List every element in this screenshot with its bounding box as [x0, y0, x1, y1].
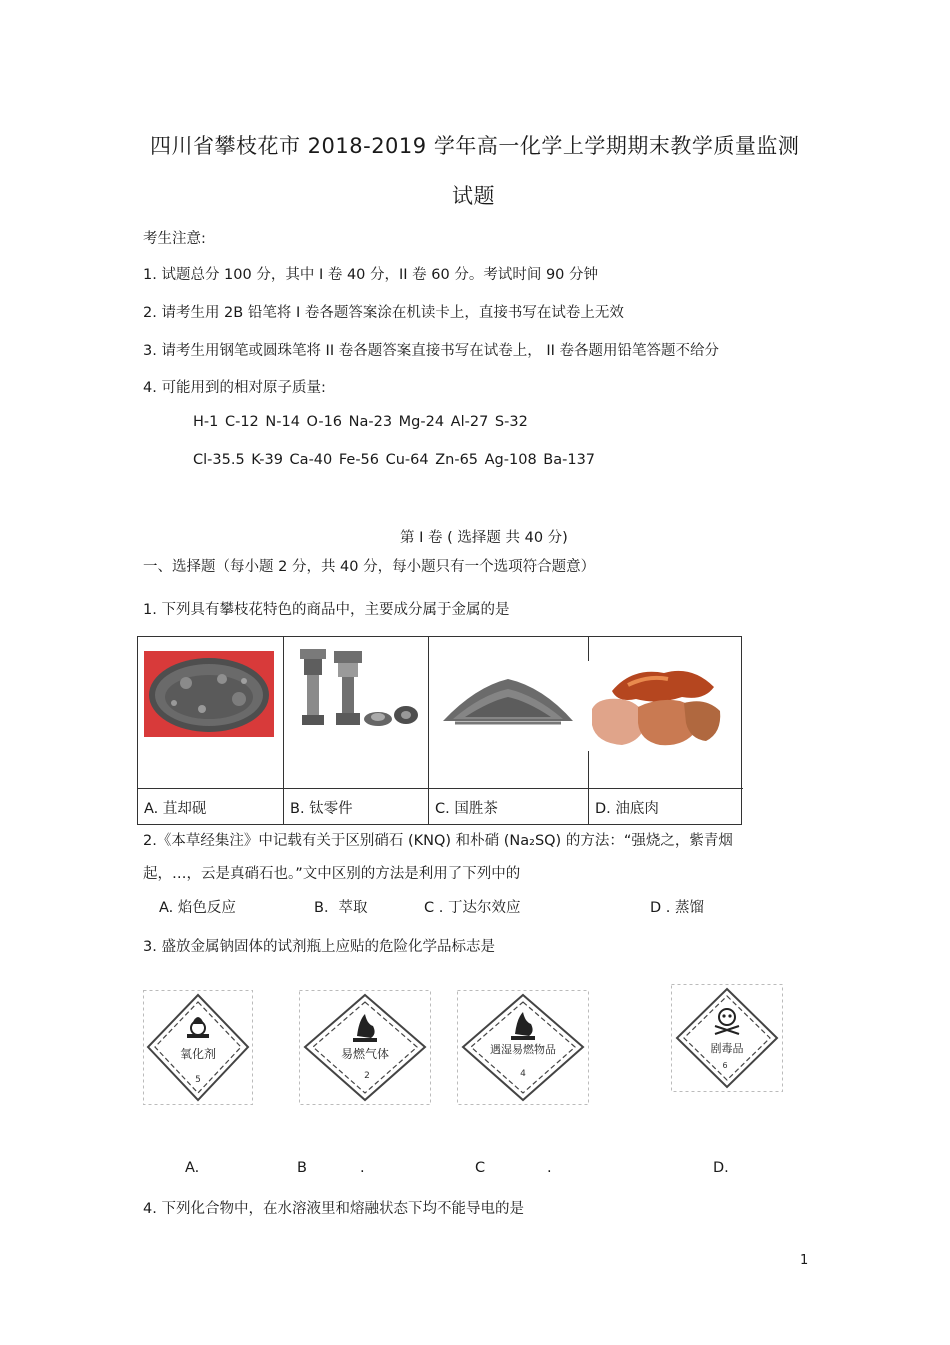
- atomic-masses-line2: Cl-35.5 K-39 Ca-40 Fe-56 Cu-64 Zn-65 Ag-108 Ba-137: [193, 452, 596, 468]
- cured-meat-image: [588, 661, 726, 755]
- question-3-option-b-dot: .: [360, 1160, 365, 1176]
- section-instruction: 一、选择题（每小题 2 分，共 40 分，每小题只有一个选项符合题意）: [143, 559, 596, 575]
- hazard-sign-flammable-gas: [299, 990, 431, 1105]
- product-cell-a: [138, 637, 284, 824]
- page-number: 1: [800, 1253, 809, 1268]
- hazard-sign-number: 6: [722, 1061, 728, 1070]
- product-cell-d: [589, 637, 743, 824]
- hazard-sign-number: 4: [520, 1069, 526, 1079]
- hazard-sign-label: 氧化剂: [179, 1047, 217, 1061]
- hazard-sign-label: 易燃气体: [340, 1047, 390, 1061]
- titanium-parts-image: [290, 641, 422, 741]
- hazard-sign-label: 遇湿易燃物品: [490, 1043, 556, 1056]
- question-3-stem: 3. 盛放金属钠固体的试剂瓶上应贴的危险化学品标志是: [143, 939, 495, 955]
- question-4-stem: 4. 下列化合物中，在水溶液里和熔融状态下均不能导电的是: [143, 1201, 524, 1217]
- hazard-sign-number: 5: [195, 1075, 201, 1085]
- question-2-option-a: A. 焰色反应: [159, 900, 236, 916]
- question-2-option-d: D . 蒸馏: [650, 900, 704, 916]
- inkstone-image: [144, 651, 274, 741]
- notice-heading: 考生注意:: [143, 231, 206, 247]
- hazard-sign-label: 剧毒品: [710, 1042, 744, 1055]
- product-cell-b: [284, 637, 429, 824]
- notice-item-3: 3. 请考生用钢笔或圆珠笔将 II 卷各题答案直接书写在试卷上， II 卷各题用铅笔答题不给分: [143, 343, 719, 359]
- hazard-sign-oxidizer: [143, 990, 253, 1105]
- notice-item-2: 2. 请考生用 2B 铅笔将 I 卷各题答案涂在机读卡上，直接书写在试卷上无效: [143, 305, 624, 321]
- question-2-line1: 2.《本草经集注》中记载有关于区别硝石 (KNQ) 和朴硝 (Na₂SQ) 的方法：“强烧之，紫青烟: [143, 833, 733, 849]
- hazard-sign-toxic: [671, 984, 783, 1092]
- product-table: [137, 636, 742, 825]
- question-3-option-c-dot: .: [547, 1160, 552, 1176]
- option-a-label: A. 苴却砚: [144, 801, 207, 817]
- tea-image: [435, 657, 581, 741]
- option-b-label: B. 钛零件: [290, 801, 353, 817]
- question-3-option-a: A.: [185, 1160, 200, 1176]
- question-2-line2: 起，…，云是真硝石也。”文中区别的方法是利用了下列中的: [143, 866, 521, 882]
- option-c-label: C. 国胜茶: [435, 801, 498, 817]
- page-title-line2: 试题: [452, 184, 495, 208]
- option-d-label: D. 油底肉: [595, 801, 659, 817]
- atomic-masses-line1: H-1 C-12 N-14 O-16 Na-23 Mg-24 Al-27 S-32: [193, 414, 528, 430]
- question-3-option-c: C: [475, 1160, 486, 1176]
- hazard-sign-dangerous-when-wet: [457, 990, 589, 1105]
- question-2-option-b: B．萃取: [314, 900, 368, 916]
- product-cell-c: [429, 637, 589, 824]
- notice-item-1: 1. 试题总分 100 分，其中 I 卷 40 分，II 卷 60 分。考试时间 90 分钟: [143, 267, 598, 283]
- question-1-stem: 1. 下列具有攀枝花特色的商品中，主要成分属于金属的是: [143, 602, 510, 618]
- hazard-sign-number: 2: [364, 1071, 370, 1081]
- notice-item-4: 4. 可能用到的相对原子质量:: [143, 380, 326, 396]
- page-title-line1: 四川省攀枝花市 2018-2019 学年高一化学上学期期末教学质量监测: [150, 134, 800, 158]
- question-2-option-c: C . 丁达尔效应: [424, 900, 521, 916]
- question-3-option-d: D.: [713, 1160, 729, 1176]
- question-3-option-b: B: [297, 1160, 307, 1176]
- section-heading: 第 I 卷 ( 选择题 共 40 分): [400, 530, 568, 546]
